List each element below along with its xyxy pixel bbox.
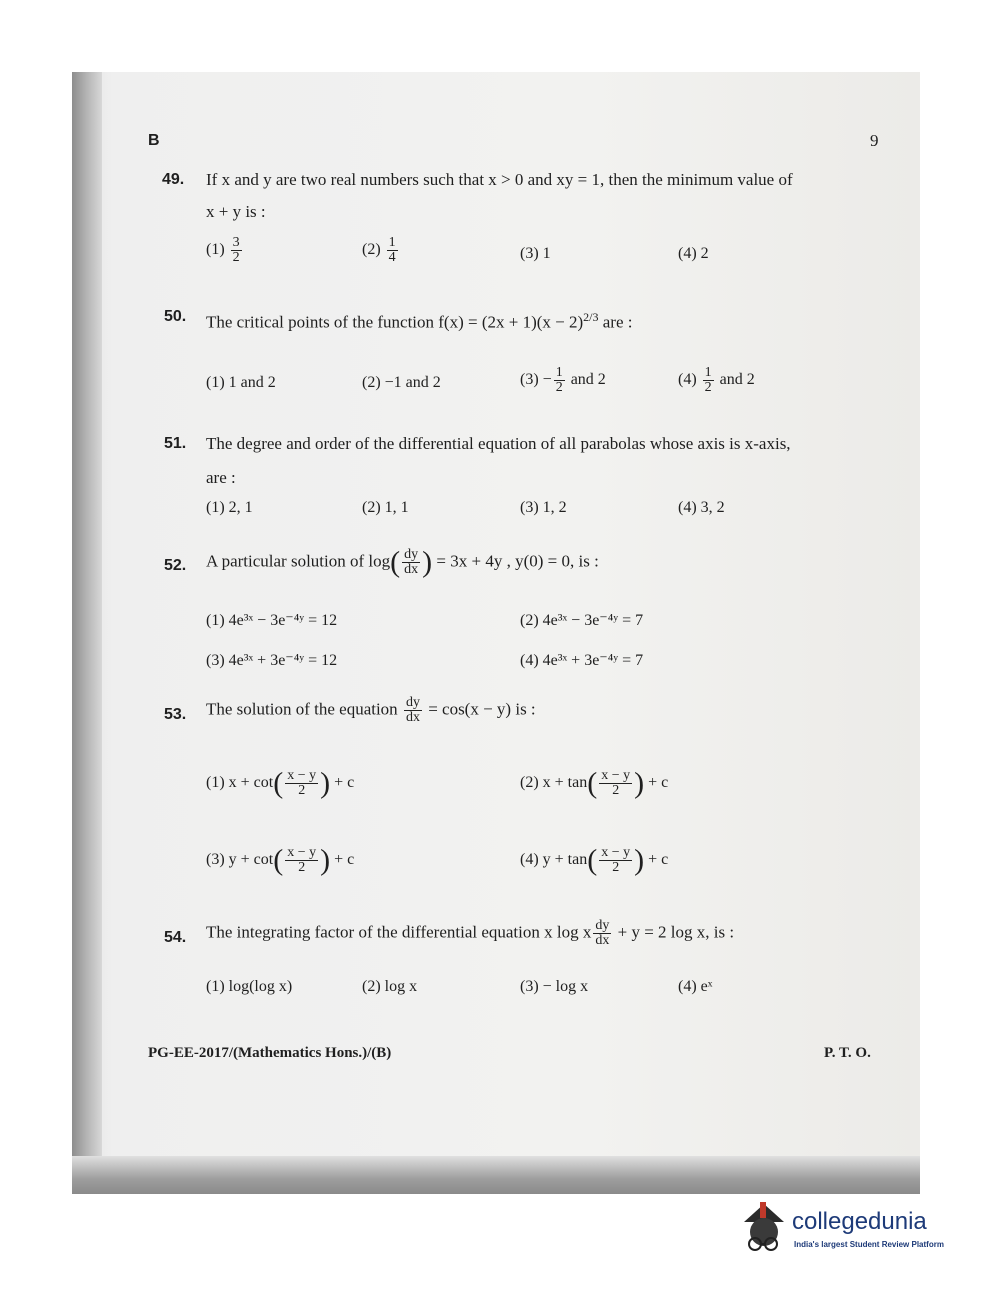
question-text bbox=[206, 919, 734, 948]
option-text: 2 bbox=[700, 245, 709, 262]
option-label: (4) bbox=[678, 978, 697, 995]
question-number: 51. bbox=[164, 435, 187, 452]
denominator: dx bbox=[405, 710, 420, 725]
fraction bbox=[231, 236, 242, 265]
option-1 bbox=[206, 610, 337, 630]
paren-open: ( bbox=[390, 545, 401, 579]
option-3 bbox=[206, 650, 337, 670]
option-label: (1) bbox=[206, 774, 225, 792]
option-text: 4e³ˣ − 3e⁻⁴ʸ = 7 bbox=[542, 612, 644, 629]
fraction bbox=[554, 366, 565, 395]
numerator: x − y bbox=[287, 768, 317, 783]
option-text: 2, 1 bbox=[228, 499, 253, 516]
numerator: x − y bbox=[601, 845, 631, 860]
option-2 bbox=[362, 236, 400, 265]
paper-code: PG-EE-2017/(Mathematics Hons.)/(B) bbox=[148, 1045, 392, 1061]
option-label: (2) bbox=[520, 612, 539, 629]
question-text-end: are : bbox=[602, 312, 633, 332]
brand-tagline: India's largest Student Review Platform bbox=[794, 1240, 944, 1249]
paren-close: ) bbox=[320, 843, 331, 877]
option-text: 3, 2 bbox=[700, 499, 725, 516]
denominator: 2 bbox=[232, 250, 240, 265]
paren-open: ( bbox=[587, 766, 598, 800]
option-label: (3) bbox=[520, 978, 539, 995]
option-label: (1) bbox=[206, 374, 225, 391]
option-text: 4e³ˣ − 3e⁻⁴ʸ = 12 bbox=[228, 612, 338, 629]
fraction bbox=[599, 769, 632, 798]
option-label: (1) bbox=[206, 499, 225, 516]
option-label: (4) bbox=[678, 499, 697, 516]
option-3 bbox=[520, 499, 567, 517]
denominator: 2 bbox=[298, 860, 306, 875]
option-3 bbox=[520, 366, 606, 395]
question-text: The degree and order of the differential equation of all parabolas whose axis is x-axis, bbox=[206, 434, 791, 453]
numerator: 1 bbox=[388, 235, 396, 250]
option-4 bbox=[520, 843, 669, 877]
page-number: 9 bbox=[870, 131, 879, 150]
option-text: and 2 bbox=[719, 371, 755, 389]
option-suffix: + c bbox=[334, 774, 355, 792]
option-label: (3) bbox=[520, 371, 539, 389]
paren-close: ) bbox=[320, 766, 331, 800]
question-text bbox=[206, 545, 599, 579]
denominator: dx bbox=[595, 933, 610, 948]
fraction bbox=[599, 846, 632, 875]
question-text: If x and y are two real numbers such that x > 0 and xy = 1, then the minimum value of bbox=[206, 170, 793, 189]
question-text-start: A particular solution of log bbox=[206, 551, 391, 571]
exponent: 2/3 bbox=[583, 310, 599, 324]
numerator: 1 bbox=[704, 365, 712, 380]
question-text-continued: are : bbox=[206, 468, 236, 487]
option-4 bbox=[678, 245, 709, 263]
option-text: 1 bbox=[542, 245, 551, 262]
paren-close: ) bbox=[422, 545, 433, 579]
option-label: (3) bbox=[206, 851, 225, 869]
question-text-end: = cos(x − y) is : bbox=[428, 699, 536, 719]
option-1 bbox=[206, 766, 355, 800]
option-text: −1 and 2 bbox=[384, 374, 441, 391]
fraction bbox=[404, 696, 422, 725]
numerator: dy bbox=[404, 547, 419, 562]
option-text: 1 and 2 bbox=[228, 374, 276, 391]
option-2 bbox=[362, 978, 417, 996]
question-text-start: The integrating factor of the differential equation x log x bbox=[206, 922, 592, 942]
option-label: (2) bbox=[362, 978, 381, 995]
option-label: (1) bbox=[206, 978, 225, 995]
option-1 bbox=[206, 374, 276, 392]
numerator: 3 bbox=[232, 235, 240, 250]
option-label: (4) bbox=[520, 652, 539, 669]
paren-close: ) bbox=[634, 766, 645, 800]
option-4 bbox=[678, 978, 712, 996]
option-1 bbox=[206, 499, 253, 517]
option-3 bbox=[206, 843, 355, 877]
option-2 bbox=[362, 499, 409, 517]
scanned-page bbox=[72, 72, 920, 1194]
denominator: 2 bbox=[612, 860, 620, 875]
option-label: (1) bbox=[206, 612, 225, 629]
question-text bbox=[206, 310, 632, 333]
paren-open: ( bbox=[273, 766, 284, 800]
page-bottom-shadow bbox=[72, 1156, 920, 1194]
option-3 bbox=[520, 978, 588, 996]
paren-close: ) bbox=[634, 843, 645, 877]
question-text-main: The critical points of the function f(x) = (2x + 1)(x − 2) bbox=[206, 312, 584, 332]
option-label: (4) bbox=[678, 245, 697, 262]
option-text: 4e³ˣ + 3e⁻⁴ʸ = 12 bbox=[228, 652, 338, 669]
denominator: 2 bbox=[612, 783, 620, 798]
option-prefix: x + tan bbox=[542, 774, 588, 792]
denominator: dx bbox=[404, 562, 419, 577]
option-label: (2) bbox=[520, 774, 539, 792]
question-text-end: = 3x + 4y , y(0) = 0, is : bbox=[436, 551, 599, 571]
collegedunia-logo bbox=[738, 1200, 968, 1260]
option-text: 4e³ˣ + 3e⁻⁴ʸ = 7 bbox=[542, 652, 644, 669]
paren-open: ( bbox=[273, 843, 284, 877]
option-label: (4) bbox=[520, 851, 539, 869]
option-2 bbox=[362, 374, 441, 392]
option-3 bbox=[520, 245, 551, 263]
question-number: 50. bbox=[164, 308, 187, 325]
option-label: (3) bbox=[206, 652, 225, 669]
question-number: 49. bbox=[162, 171, 185, 188]
pto-label: P. T. O. bbox=[824, 1045, 871, 1061]
question-number: 52. bbox=[164, 557, 187, 574]
question-text bbox=[206, 696, 536, 725]
option-suffix: + c bbox=[648, 774, 669, 792]
question-text-end: + y = 2 log x, is : bbox=[617, 922, 735, 942]
denominator: 4 bbox=[388, 250, 396, 265]
numerator: 1 bbox=[555, 365, 563, 380]
option-text: log x bbox=[384, 978, 418, 995]
option-text: eˣ bbox=[700, 978, 713, 995]
set-label: B bbox=[148, 132, 160, 149]
option-1 bbox=[206, 978, 292, 996]
option-4 bbox=[678, 366, 755, 395]
option-text: 1, 2 bbox=[542, 499, 567, 516]
option-label: (2) bbox=[362, 241, 381, 259]
option-1 bbox=[206, 236, 244, 265]
option-4 bbox=[678, 499, 725, 517]
option-suffix: + c bbox=[334, 851, 355, 869]
fraction bbox=[285, 769, 318, 798]
mascot-icon bbox=[738, 1200, 790, 1258]
denominator: 2 bbox=[555, 380, 563, 395]
fraction bbox=[387, 236, 398, 265]
minus-sign: − bbox=[542, 371, 552, 389]
fraction bbox=[703, 366, 714, 395]
option-suffix: + c bbox=[648, 851, 669, 869]
numerator: dy bbox=[405, 695, 420, 710]
option-prefix: y + tan bbox=[542, 851, 588, 869]
numerator: dy bbox=[595, 918, 610, 933]
option-label: (3) bbox=[520, 245, 539, 262]
fraction bbox=[285, 846, 318, 875]
denominator: 2 bbox=[704, 380, 712, 395]
option-label: (3) bbox=[520, 499, 539, 516]
question-number: 54. bbox=[164, 929, 187, 946]
fraction bbox=[593, 919, 611, 948]
question-text-continued: x + y is : bbox=[206, 202, 266, 221]
fraction bbox=[402, 548, 420, 577]
option-text: − log x bbox=[542, 978, 589, 995]
option-label: (1) bbox=[206, 241, 225, 259]
option-label: (2) bbox=[362, 499, 381, 516]
paren-open: ( bbox=[587, 843, 598, 877]
numerator: x − y bbox=[601, 768, 631, 783]
option-2 bbox=[520, 610, 643, 630]
question-text-start: The solution of the equation bbox=[206, 699, 398, 719]
option-4 bbox=[520, 650, 643, 670]
option-2 bbox=[520, 766, 669, 800]
option-prefix: y + cot bbox=[228, 851, 274, 869]
page-spine-shadow bbox=[72, 72, 102, 1194]
denominator: 2 bbox=[298, 783, 306, 798]
option-label: (2) bbox=[362, 374, 381, 391]
option-text: and 2 bbox=[570, 371, 606, 389]
question-number: 53. bbox=[164, 706, 187, 723]
numerator: x − y bbox=[287, 845, 317, 860]
option-text: 1, 1 bbox=[384, 499, 409, 516]
option-label: (4) bbox=[678, 371, 697, 389]
brand-name: collegedunia bbox=[792, 1208, 927, 1235]
option-prefix: x + cot bbox=[228, 774, 274, 792]
option-text: log(log x) bbox=[228, 978, 293, 995]
